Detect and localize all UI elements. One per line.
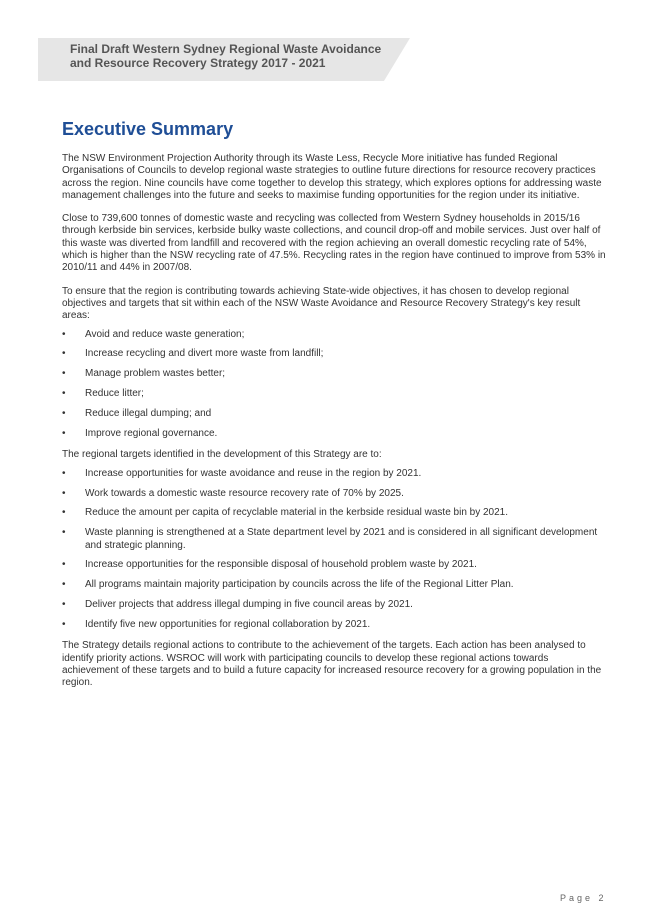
- targets-list: [62, 468, 607, 632]
- bullet-icon: •: [62, 619, 66, 631]
- list-item: [62, 348, 607, 360]
- list-item-text: All programs maintain majority participation by councils across the life of the Regional Litter Plan.: [85, 579, 514, 591]
- list-item: [62, 468, 607, 480]
- list-item-text: Increase opportunities for the responsible disposal of household problem waste by 2021.: [85, 559, 477, 571]
- list-item-text: Increase opportunities for waste avoidance and reuse in the region by 2021.: [85, 467, 422, 479]
- bullet-icon: •: [62, 368, 66, 380]
- paragraph-targets-intro: The regional targets identified in the development of this Strategy are to:: [62, 449, 382, 461]
- bullet-icon: •: [62, 599, 66, 611]
- list-item-text: Improve regional governance.: [85, 428, 218, 440]
- bullet-icon: •: [62, 507, 66, 519]
- list-item-text: Identify five new opportunities for regional collaboration by 2021.: [85, 619, 371, 631]
- bullet-icon: •: [62, 428, 66, 440]
- list-item: [62, 388, 607, 400]
- list-item: [62, 559, 607, 571]
- list-item-text: Work towards a domestic waste resource recovery rate of 70% by 2025.: [85, 487, 404, 499]
- bullet-icon: •: [62, 388, 66, 400]
- bullet-icon: •: [62, 579, 66, 591]
- list-item: [62, 368, 607, 380]
- bullet-icon: •: [62, 527, 66, 539]
- list-item-text: Increase recycling and divert more waste from landfill;: [85, 348, 324, 360]
- list-item: [62, 527, 607, 552]
- paragraph-objectives: To ensure that the region is contributing towards achieving State-wide objectives, it has chosen to develop regional objectives and targets that sit within each of the NSW Waste Avoidance and Resource Recovery Strategy's key result areas:: [62, 285, 581, 322]
- list-item-text: Waste planning is strengthened at a State department level by 2021 and is considered in all significant development and strategic planning.: [85, 527, 598, 551]
- bullet-icon: •: [62, 328, 66, 340]
- result-areas-list: [62, 329, 607, 441]
- paragraph-strategy-details: The Strategy details regional actions to contribute to the achievement of the targets. Each action has been analysed to identify priority actions. WSROC will work with participating councils to develop these regional actions towards achievement of these targets and to build a future capacity for increased resource recovery for a growing population in the region.: [62, 640, 602, 689]
- list-item: [62, 488, 607, 500]
- list-item: [62, 329, 607, 341]
- list-item: [62, 619, 607, 631]
- page-number: Page 2: [560, 893, 607, 903]
- paragraph-intro: The NSW Environment Projection Authority through its Waste Less, Recycle More initiative has funded Regional Organisations of Councils to develop regional waste strategies to outline future directions for resource recovery practices across the region. Nine councils have come together to develop this strategy, which explores options for addressing waste management challenges into the future and seeks to maximise funding opportunities for the region under its initiative.: [62, 153, 602, 201]
- list-item: [62, 579, 607, 591]
- list-item-text: Deliver projects that address illegal dumping in five council areas by 2021.: [85, 599, 413, 611]
- section-title: Executive Summary: [62, 119, 234, 139]
- list-item-text: Manage problem wastes better;: [85, 368, 226, 380]
- list-item-text: Avoid and reduce waste generation;: [85, 328, 245, 340]
- bullet-icon: •: [62, 559, 66, 571]
- header-title-line-2: and Resource Recovery Strategy 2017 - 2021: [70, 56, 326, 70]
- bullet-icon: •: [62, 487, 66, 499]
- bullet-icon: •: [62, 408, 66, 420]
- list-item: [62, 428, 607, 440]
- bullet-icon: •: [62, 348, 66, 360]
- list-item: [62, 408, 607, 420]
- header-title-line-1: Final Draft Western Sydney Regional Waste Avoidance: [70, 42, 382, 56]
- list-item: [62, 599, 607, 611]
- list-item-text: Reduce the amount per capita of recyclable material in the kerbside residual waste bin by 2021.: [85, 507, 509, 519]
- list-item-text: Reduce litter;: [85, 388, 144, 400]
- list-item-text: Reduce illegal dumping; and: [85, 408, 212, 420]
- document-body: [62, 153, 607, 701]
- document-header-title: [70, 42, 400, 70]
- paragraph-waste-statistics: Close to 739,600 tonnes of domestic waste and recycling was collected from Western Sydney households in 2015/16 through kerbside bin services, kerbside bulky waste collections, and council drop-off and mobile services. Just over half of this waste was diverted from landfill and recovered with the region achieving an overall domestic recycling rate of 54%, which is higher than the NSW recycling rate of 47.5%. Recycling rates in the region have continued to improve from 53% in 2010/11 and 44% in 2007/08.: [62, 213, 606, 274]
- bullet-icon: •: [62, 467, 66, 479]
- list-item: [62, 507, 607, 519]
